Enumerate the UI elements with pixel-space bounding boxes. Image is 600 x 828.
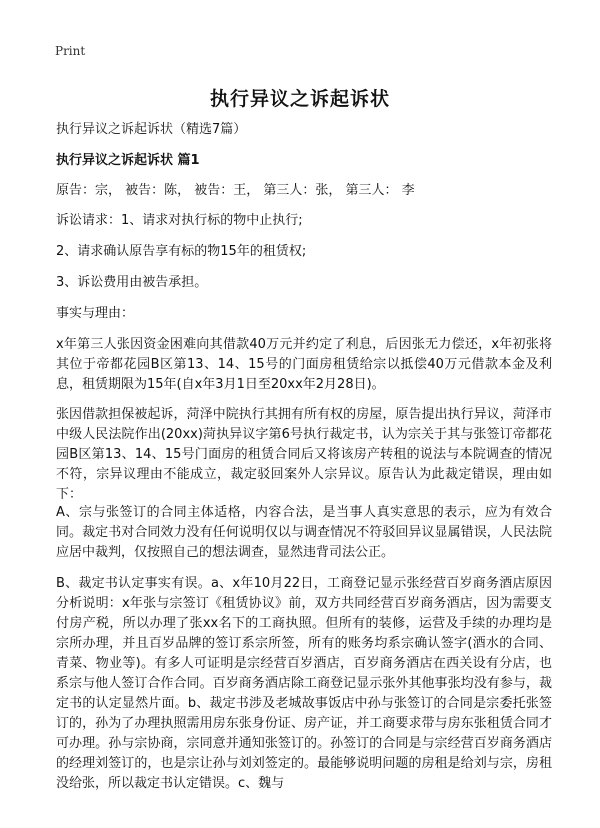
claim-3: 3、诉讼费用由被告承担。	[56, 275, 208, 290]
parties-line: 原告：宗， 被告：陈， 被告：王， 第三人：张， 第三人： 李	[56, 183, 415, 198]
paragraph-1: x年第三人张因资金困难向其借款40万元并约定了利息，后因张无力偿还，x年初张将其位于帝都花园B区第13、14、15号的门面房租赁给宗以抵偿40万元借款本金及利息，租赁期限为15年(自x年3月1日至20xx年2月28日)。	[56, 337, 552, 392]
subtitle: 执行异议之诉起诉状（精选7篇）	[56, 122, 247, 137]
print-label: Print	[55, 44, 86, 58]
document-title: 执行异议之诉起诉状	[209, 88, 390, 110]
paragraph-3: A、宗与张签订的合同主体适格，内容合法，是当事人真实意思的表示，应为有效合同。裁定书对合同效力没有任何说明仅以与调查情况不符驳回异议显属错误，人民法院应居中裁判，仅按照自己的想法调查，显然违背司法公正。	[56, 505, 552, 560]
claims-intro: 诉讼请求：1、请求对执行标的物中止执行;	[56, 213, 303, 228]
claim-2: 2、请求确认原告享有标的物15年的租赁权;	[56, 244, 307, 259]
facts-heading: 事实与理由：	[56, 306, 135, 321]
paragraph-2: 张因借款担保被起诉，菏泽中院执行其拥有所有权的房屋，原告提出执行异议，菏泽市中级人民法院作出(20xx)菏执异议字第6号执行裁定书，认为宗关于其与张签订帝都花园B区第13、14、15号门面房的租赁合同后又将该房产转租的说法与本院调查的情况不符，宗异议理由不能成立，裁定驳回案外人宗异议。原告认为此裁定错误，理由如下：	[56, 407, 552, 502]
section-heading: 执行异议之诉起诉状 篇1	[56, 153, 200, 168]
paragraph-4: B、裁定书认定事实有误。a、x年10月22日，工商登记显示张经营百岁商务酒店原因分析说明：x年张与宗签订《租赁协议》前，双方共同经营百岁商务酒店，因为需要支付房产税，所以办理了张xx名下的工商执照。但所有的装修，运营及手续的办理均是宗所办理，并且百岁品牌的签订系宗所签，所有的账务均系宗确认签字(酒水的合同、青菜、物业等)。有多人可证明是宗经营百岁酒店，百岁商务酒店在西关设有分店，也系宗与他人签订合作合同。百岁商务酒店除工商登记显示张外其他事张均没有参与，裁定书的认定显然片面。b、裁定书涉及老城故事饭店中孙与张签订的合同是宗委托张签订的，孙为了办理执照需用房东张身份证、房产证，并工商要求带与房东张租赁合同才可办理。孙与宗协商，宗同意并通知张签订的。孙签订的合同是与宗经营百岁商务酒店的经理刘签订的，也是宗让孙与刘刘签定的。最能够说明问题的房租是给刘与宗，房租没给张，所以裁定书认定错误。c、魏与	[56, 576, 552, 791]
